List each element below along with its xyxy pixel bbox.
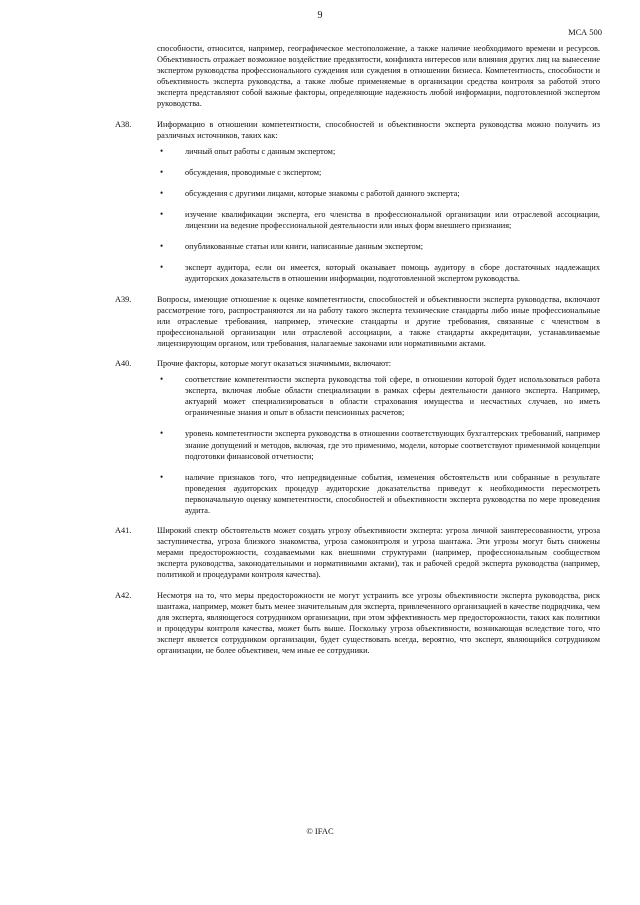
intro-paragraph: способности, относится, например, географическое местоположение, а также наличие необходимого времени и ресурсов. Объективность отражает возможное воздействие предвзятости, конфликта интересов или влияния других лиц на вынесение экспертом руководства профессионального суждения или суждения в отношении бизнеса. Компетентность, способности и объективность эксперта руководства, а также любые применяемые в организации средства контроля за работой этого эксперта представляют собой важные факторы, определяющие надежность любой информации, подготовленной экспертом руководства. xyxy=(157,44,600,109)
bullet-icon: • xyxy=(160,166,164,177)
bullet-icon: • xyxy=(160,145,164,156)
bullet-icon: • xyxy=(160,374,164,385)
bullet-list xyxy=(157,374,600,516)
list-item xyxy=(157,374,600,418)
list-item xyxy=(157,146,600,157)
paragraph-number: A40. xyxy=(115,358,132,368)
paragraph-text: Вопросы, имеющие отношение к оценке компетентности, способностей и объективности эксперта руководства, включают рассмотрение того, распространяются ли на работу такого эксперта технические стандарты либо иные профессиональные или отраслевые требования, например, этические стандарты и другие требования, связанные с членством в профессиональной организации или отраслевой ассоциации, а также стандарты аккредитации, устанавливаемые лицензирующим органом, или требования, налагаемые законами или нормативными актами. xyxy=(157,294,600,348)
paragraph-a41 xyxy=(115,525,600,580)
paragraph-number: A39. xyxy=(115,294,132,304)
list-item-text: опубликованные статьи или книги, написанные данным экспертом; xyxy=(185,242,424,252)
list-item xyxy=(157,428,600,461)
list-item xyxy=(157,472,600,516)
list-item xyxy=(157,209,600,231)
bullet-icon: • xyxy=(160,471,164,482)
list-item-text: эксперт аудитора, если он имеется, который оказывает помощь аудитору в сборе достаточных надлежащих аудиторских доказательств в отношении информации, подготовленной экспертом руководства. xyxy=(185,263,600,284)
paragraph-a40 xyxy=(115,358,600,516)
bullet-icon: • xyxy=(160,209,164,220)
paragraph-a42 xyxy=(115,590,600,657)
list-item-text: соответствие компетентности эксперта руководства той сфере, в отношении которой будет использоваться работа эксперта, включая любые области специализации в рамках сферы деятельности данного эксперта. Например, актуарий может специализироваться в области страхования имущества и несчастных случаев, но иметь ограниченные знания и опыт в области пенсионных расчетов; xyxy=(185,375,600,418)
list-item xyxy=(157,167,600,178)
bullet-icon: • xyxy=(160,241,164,252)
paragraph-number: A38. xyxy=(115,119,132,129)
copyright-footer: © IFAC xyxy=(306,826,334,836)
paragraph-text: Прочие факторы, которые могут оказаться значимыми, включают: xyxy=(157,358,392,368)
list-item xyxy=(157,241,600,252)
paragraph-text: Широкий спектр обстоятельств может создать угрозу объективности эксперта: угроза личной заинтересованности, угроза заступничества, угроза близкого знакомства, угроза самоконтроля и угроза шантажа. Эти угрозы могут быть снижены мерами предосторожности, создаваемыми как внешними структурами (например, профессиональным сообществом эксперта руководства, законодательными и нормативными актами), так и рабочей средой эксперта руководства (например, политикой и процедурами контроля качества). xyxy=(157,526,600,580)
list-item-text: изучение квалификации эксперта, его членства в профессиональной организации или отраслевой ассоциации, лицензии на ведение профессиональной деятельности или иных форм внешнего признания; xyxy=(185,210,600,231)
paragraph-number: A41. xyxy=(115,526,132,536)
paragraph-text: Информацию в отношении компетентности, способностей и объективности эксперта руководства можно получить из различных источников, таких как: xyxy=(157,119,600,140)
standard-code: МСА 500 xyxy=(568,27,602,37)
list-item-text: личный опыт работы с данным экспертом; xyxy=(185,146,336,156)
paragraph-text: Несмотря на то, что меры предосторожности не могут устранить все угрозы объективности эксперта руководства, риск шантажа, например, может быть менее значительным для эксперта, привлеченного организацией в качестве подрядчика, чем для эксперта, являющегося сотрудником организации, при этом эффективность мер предосторожности, таких как политики и процедуры контроля качества, может быть выше. Поскольку угроза объективности, возникающая вследствие того, что эксперт является сотрудником организации, будет существовать всегда, вероятно, что эксперт, являющийся сотрудником организации, не более объективен, чем иные ее сотрудники. xyxy=(157,590,600,656)
paragraph-a38 xyxy=(115,119,600,285)
bullet-icon: • xyxy=(160,262,164,273)
list-item xyxy=(157,188,600,199)
bullet-icon: • xyxy=(160,187,164,198)
bullet-icon: • xyxy=(160,428,164,439)
page-number: 9 xyxy=(317,10,323,21)
document-body xyxy=(115,43,600,665)
list-item-text: обсуждения с другими лицами, которые знакомы с работой данного эксперта; xyxy=(185,188,460,198)
list-item xyxy=(157,262,600,284)
list-item-text: обсуждения, проводимые с экспертом; xyxy=(185,167,322,177)
paragraph-number: A42. xyxy=(115,590,132,600)
list-item-text: уровень компетентности эксперта руководства в отношении соответствующих бухгалтерских требований, например знание допущений и методов, включая, где это применимо, модели, которые соответствуют применимой концепции подготовки финансовой отчетности; xyxy=(185,429,600,461)
bullet-list xyxy=(157,146,600,285)
list-item-text: наличие признаков того, что непредвиденные события, изменения обстоятельств или собранные в результате проведения аудиторских процедур аудиторские доказательства приведут к необходимости пересмотреть первоначальную оценку компетентности, способностей и объективности эксперта руководства по мере проведения аудита. xyxy=(185,472,600,515)
paragraph-a39 xyxy=(115,294,600,349)
